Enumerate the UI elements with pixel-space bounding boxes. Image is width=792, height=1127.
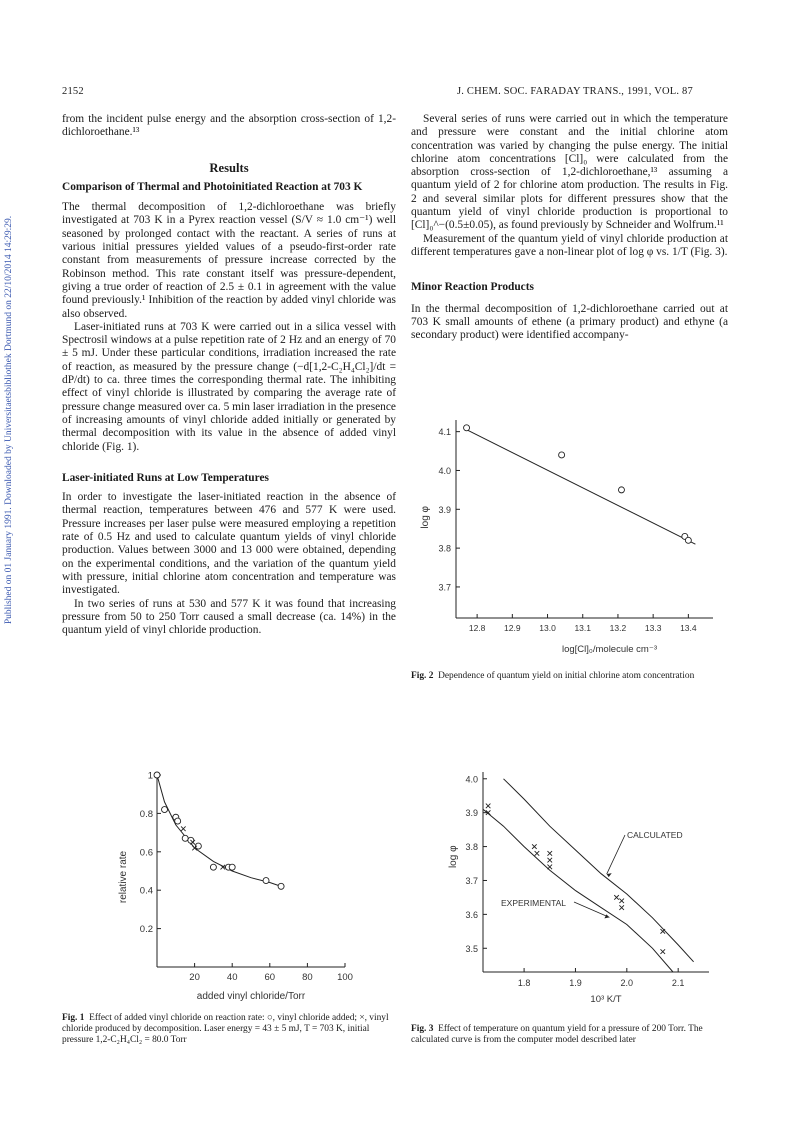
fig3-y-tick-label: 3.9 — [465, 808, 478, 819]
download-watermark-text: Published on 01 January 1991. Downloaded by Universitaetsbibliothek Dortmund on 22/10/2014 14:29:29. — [4, 215, 14, 625]
fig1-y-tick-label: 0.4 — [139, 885, 153, 897]
fig1-y-tick-label: 0.2 — [139, 924, 153, 936]
fig3-point — [619, 905, 624, 910]
fig3-y-tick-label: 3.7 — [465, 875, 478, 886]
right-paragraph-1: Several series of runs were carried out in which the temperature and pressure were constant and the initial chlorine atom concentration was varied by changing the pulse energy. The initial chlorine atom concentrations [Cl]₀ were calculated from the absorption cross-section of 1,2-dichloroethane,¹³ assuming a quantum yield of 2 for chlorine atom production. The results in Fig. 2 and several similar plots for different pressures show that the quantum yield of vinyl chloride production is proportional to [Cl]₀^−(0.5±0.05), as found previously by Schneider and Wolfrum.¹¹ — [411, 113, 728, 232]
fig3-x-tick-label: 2.0 — [620, 978, 634, 988]
right-column — [411, 113, 728, 342]
fig1-point-added — [278, 883, 284, 889]
fig2-y-axis-label: log φ — [420, 505, 431, 529]
fig3-point — [535, 851, 540, 856]
fig3-experimental-arrow — [604, 914, 609, 918]
figure-3-caption-text: Effect of temperature on quantum yield for a pressure of 200 Torr. The calculated curve is from the computer model described later — [411, 1024, 703, 1045]
fig1-x-tick-label: 20 — [189, 972, 200, 983]
figure-2-caption-text: Dependence of quantum yield on initial chlorine atom concentration — [438, 671, 695, 681]
fig2-y-tick-label: 3.8 — [438, 543, 451, 554]
fig3-y-tick-label: 3.8 — [465, 842, 478, 853]
fig3-point — [532, 844, 537, 849]
fig1-fit-curve — [157, 775, 281, 886]
fig2-x-tick-label: 12.9 — [504, 623, 521, 633]
fig3-point — [614, 895, 619, 900]
fig3-point — [547, 858, 552, 863]
right-paragraph-2: Measurement of the quantum yield of vinyl chloride production at different temperatures gave a non-linear plot of log φ vs. 1/T (Fig. 3). — [411, 232, 728, 258]
figure-1-chart — [62, 760, 396, 1015]
fig2-x-tick-label: 13.2 — [609, 623, 627, 633]
fig1-point-added — [154, 772, 160, 778]
figure-1 — [62, 760, 396, 1020]
fig3-y-tick-label: 4.0 — [465, 774, 478, 785]
fig1-point-added — [263, 878, 269, 884]
figure-2 — [411, 408, 731, 668]
fig2-x-tick-label: 12.8 — [468, 623, 486, 633]
fig3-point — [660, 949, 665, 954]
fig1-point-added — [182, 835, 188, 841]
fig2-point — [464, 425, 470, 431]
fig3-point — [547, 851, 552, 856]
results-heading: Results — [209, 160, 249, 175]
fig3-point — [547, 865, 552, 870]
fig1-x-axis-label: added vinyl chloride/Torr — [196, 991, 306, 1002]
fig2-x-axis-label: log[Cl]₀/molecule cm⁻³ — [561, 644, 658, 655]
fig1-x-tick-label: 40 — [226, 972, 238, 983]
figure-1-caption — [62, 1013, 396, 1046]
comparison-paragraph-2: Laser-initiated runs at 703 K were carried out in a silica vessel with Spectrosil windows at a pulse repetition rate of 2 Hz and an energy of 70 ± 5 mJ. Under these particular conditions, irradiation increased the rate of reaction, as measured by the pressure change (−d[1,2-C₂H₄Cl₂]/dt = dP/dt) to ca. three times the corresponding thermal rate. The inhibiting effect of vinyl chloride is illustrated by comparing the average rate of pressure change measured over ca. 5 min laser irradiation in the presence of increasing amounts of vinyl chloride added initially or generated by thermal decomposition with its value in the absence of added vinyl chloride (Fig. 1). — [62, 320, 396, 453]
download-watermark — [1, 150, 17, 690]
laser-paragraph-2: In two series of runs at 530 and 577 K it was found that increasing pressure from 50 to 250 Torr caused a small decrease (ca. 14%) in the quantum yield of vinyl chloride production. — [62, 597, 396, 637]
laser-paragraph-1: In order to investigate the laser-initiated reaction in the absence of thermal reaction, temperatures between 476 and 577 K were used. Pressure increases per laser pulse were measured employing a repetition rate of 0.5 Hz and used to calculate quantum yields of vinyl chloride production. Values between 3000 and 13 000 were obtained, depending on the experimental conditions, and the variation of the quantum yield with pressure, initial chlorine atom concentration and temperature was investigated. — [62, 491, 396, 597]
section-heading-minor: Minor Reaction Products — [411, 281, 534, 294]
fig3-calculated-curve — [504, 779, 694, 962]
fig3-calculated-leader — [607, 835, 625, 874]
fig1-point-produced — [181, 826, 186, 831]
section-heading-laser: Laser-initiated Runs at Low Temperatures — [62, 471, 269, 484]
fig1-point-added — [210, 864, 216, 870]
fig2-x-tick-label: 13.4 — [680, 623, 697, 633]
figure-3-chart — [411, 760, 731, 1020]
figure-2-chart — [411, 408, 731, 663]
fig1-y-tick-label: 0.6 — [139, 847, 153, 859]
figure-2-caption-label: Fig. 2 — [411, 671, 434, 681]
fig3-experimental-label: EXPERIMENTAL — [501, 898, 567, 908]
left-column — [62, 113, 396, 637]
fig3-calculated-arrow — [607, 873, 612, 877]
journal-header: J. CHEM. SOC. FARADAY TRANS., 1991, VOL. 87 — [457, 86, 693, 97]
fig3-point — [660, 929, 665, 934]
fig1-point-added — [229, 864, 235, 870]
fig3-point — [619, 899, 624, 904]
fig2-y-tick-label: 4.1 — [438, 427, 451, 438]
figure-2-caption — [411, 671, 728, 682]
fig3-x-tick-label: 1.8 — [517, 978, 531, 988]
fig3-y-tick-label: 3.6 — [465, 909, 478, 920]
figure-1-caption-label: Fig. 1 — [62, 1013, 85, 1023]
fig3-x-axis-label: 10³ K/T — [590, 994, 622, 1005]
fig2-point — [618, 487, 624, 493]
fig2-fit-line — [467, 430, 696, 545]
fig1-point-added — [175, 818, 181, 824]
fig3-calculated-label: CALCULATED — [627, 830, 683, 840]
fig3-point — [486, 804, 491, 809]
fig2-y-tick-label: 4.0 — [438, 465, 451, 476]
fig3-x-tick-label: 1.9 — [569, 978, 582, 988]
fig1-x-tick-label: 60 — [264, 972, 276, 983]
intro-paragraph: from the incident pulse energy and the absorption cross-section of 1,2-dichloroethane.¹³ — [62, 113, 396, 139]
fig1-y-tick-label: 1 — [147, 770, 153, 782]
figure-3 — [411, 760, 731, 1025]
figure-3-caption-label: Fig. 3 — [411, 1024, 434, 1034]
fig1-y-tick-label: 0.8 — [139, 808, 153, 820]
fig2-x-tick-label: 13.1 — [574, 623, 592, 633]
fig1-x-tick-label: 100 — [337, 972, 353, 983]
section-heading-comparison: Comparison of Thermal and Photoinitiated Reaction at 703 K — [62, 180, 363, 193]
fig2-y-tick-label: 3.7 — [438, 582, 451, 593]
fig2-x-tick-label: 13.3 — [644, 623, 662, 633]
fig1-point-added — [162, 807, 168, 813]
fig2-point — [559, 452, 565, 458]
fig2-y-tick-label: 3.9 — [438, 504, 451, 515]
fig3-x-tick-label: 2.1 — [671, 978, 685, 988]
figure-3-caption — [411, 1024, 728, 1046]
fig1-y-axis-label: relative rate — [118, 850, 129, 904]
page-number: 2152 — [62, 86, 84, 97]
minor-paragraph-1: In the thermal decomposition of 1,2-dichloroethane carried out at 703 K small amounts of ethene (a primary product) and ethyne (a secondary product) were identified accompany- — [411, 302, 728, 342]
fig1-x-tick-label: 80 — [302, 972, 313, 983]
comparison-paragraph-1: The thermal decomposition of 1,2-dichloroethane was briefly investigated at 703 K in a Pyrex reaction vessel (S/V ≈ 1.0 cm⁻¹) well seasoned by prolonged contact with the reactant. A series of runs at various initial pressures yielded values of a pseudo-first-order rate constant from measurements of pressure increase corrected by the Robinson method. This rate constant itself was pressure-dependent, giving a true order of reaction of 2.5 ± 0.1 in agreement with the value found previously.¹ Inhibition of the reaction by added vinyl chloride was also observed. — [62, 201, 396, 320]
fig2-point — [685, 537, 691, 543]
figure-1-caption-text: Effect of added vinyl chloride on reaction rate: ○, vinyl chloride added; ×, vinyl chloride produced by decomposition. Laser energy = 43 ± 5 mJ, T = 703 K, initial pressure 1,2-C₂H₄Cl₂ = 80.0 Torr — [62, 1013, 389, 1045]
fig2-x-tick-label: 13.0 — [539, 623, 556, 633]
fig3-y-axis-label: log φ — [448, 845, 459, 869]
fig3-y-tick-label: 3.5 — [465, 943, 478, 954]
